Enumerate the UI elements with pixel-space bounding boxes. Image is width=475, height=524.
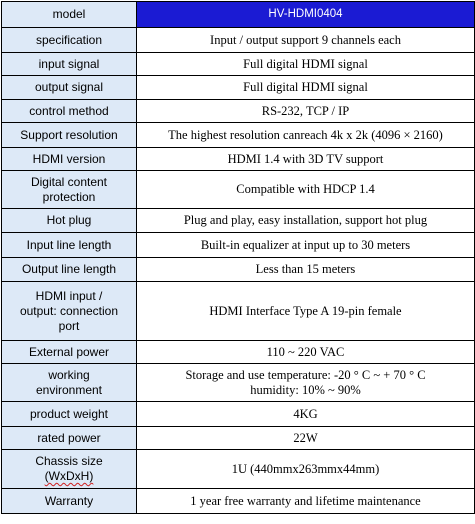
row-value-digital-content-protection: Compatible with HDCP 1.4 <box>137 171 475 209</box>
table-row <box>2 123 475 148</box>
row-value-external-power: 110 ~ 220 VAC <box>137 341 475 364</box>
row-label-input-signal: input signal <box>2 53 137 76</box>
row-value-support-resolution: The highest resolution canreach 4k x 2k (4096 × 2160) <box>137 123 475 148</box>
row-value-output-line-length: Less than 15 meters <box>137 258 475 282</box>
value-line: humidity: 10% ~ 90% <box>250 382 361 397</box>
row-value-hdmi-version: HDMI 1.4 with 3D TV support <box>137 148 475 171</box>
row-value-rated-power: 22W <box>137 427 475 450</box>
row-label-input-line-length: Input line length <box>2 233 137 258</box>
label-line: working <box>48 367 90 382</box>
row-value-control-method: RS-232, TCP / IP <box>137 100 475 123</box>
label-line: (WxDxH) <box>44 469 94 483</box>
row-value-chassis-size: 1U (440mmx263mmx44mm) <box>137 450 475 489</box>
label-line: port <box>58 318 80 333</box>
table-row <box>2 489 475 514</box>
row-label-specification: specification <box>2 28 137 53</box>
row-label-hot-plug: Hot plug <box>2 209 137 233</box>
table-header-row <box>2 2 475 28</box>
table-row <box>2 171 475 209</box>
row-label-product-weight: product weight <box>2 402 137 427</box>
table-row <box>2 76 475 100</box>
row-label-working-environment <box>2 364 137 402</box>
row-label-output-line-length: Output line length <box>2 258 137 282</box>
row-label-hdmi-connection-port <box>2 282 137 341</box>
row-label-hdmi-version: HDMI version <box>2 148 137 171</box>
header-label-cell: model <box>2 2 137 28</box>
table-row <box>2 450 475 489</box>
table-row <box>2 427 475 450</box>
table-row <box>2 402 475 427</box>
row-value-product-weight: 4KG <box>137 402 475 427</box>
row-label-control-method: control method <box>2 100 137 123</box>
row-label-output-signal: output signal <box>2 76 137 100</box>
row-label-digital-content-protection <box>2 171 137 209</box>
table-row <box>2 233 475 258</box>
row-value-hdmi-connection-port: HDMI Interface Type A 19-pin female <box>137 282 475 341</box>
label-line: protection <box>42 189 96 204</box>
table-row <box>2 258 475 282</box>
label-line: output: connection <box>19 303 119 318</box>
row-value-hot-plug: Plug and play, easy installation, support hot plug <box>137 209 475 233</box>
row-value-working-environment <box>137 364 475 402</box>
table-row <box>2 100 475 123</box>
label-line: environment <box>35 382 103 397</box>
table-row <box>2 28 475 53</box>
value-line: Storage and use temperature: -20 ° C ~ + 70 ° C <box>185 367 426 382</box>
label-line: HDMI input / <box>35 288 103 303</box>
row-value-output-signal: Full digital HDMI signal <box>137 76 475 100</box>
label-line: Digital content <box>30 174 108 189</box>
row-label-support-resolution: Support resolution <box>2 123 137 148</box>
label-line: Chassis size <box>35 454 103 468</box>
header-model-value-cell: HV-HDMI0404 <box>137 2 475 28</box>
specification-table <box>1 1 475 514</box>
table-row <box>2 209 475 233</box>
row-value-input-line-length: Built-in equalizer at input up to 30 meters <box>137 233 475 258</box>
row-value-warranty: 1 year free warranty and lifetime maintenance <box>137 489 475 514</box>
row-label-warranty: Warranty <box>2 489 137 514</box>
row-value-input-signal: Full digital HDMI signal <box>137 53 475 76</box>
table-row <box>2 364 475 402</box>
row-label-chassis-size <box>2 450 137 489</box>
table-row <box>2 282 475 341</box>
row-value-specification: Input / output support 9 channels each <box>137 28 475 53</box>
row-label-rated-power: rated power <box>2 427 137 450</box>
row-label-external-power: External power <box>2 341 137 364</box>
table-row <box>2 148 475 171</box>
table-row <box>2 53 475 76</box>
table-row <box>2 341 475 364</box>
